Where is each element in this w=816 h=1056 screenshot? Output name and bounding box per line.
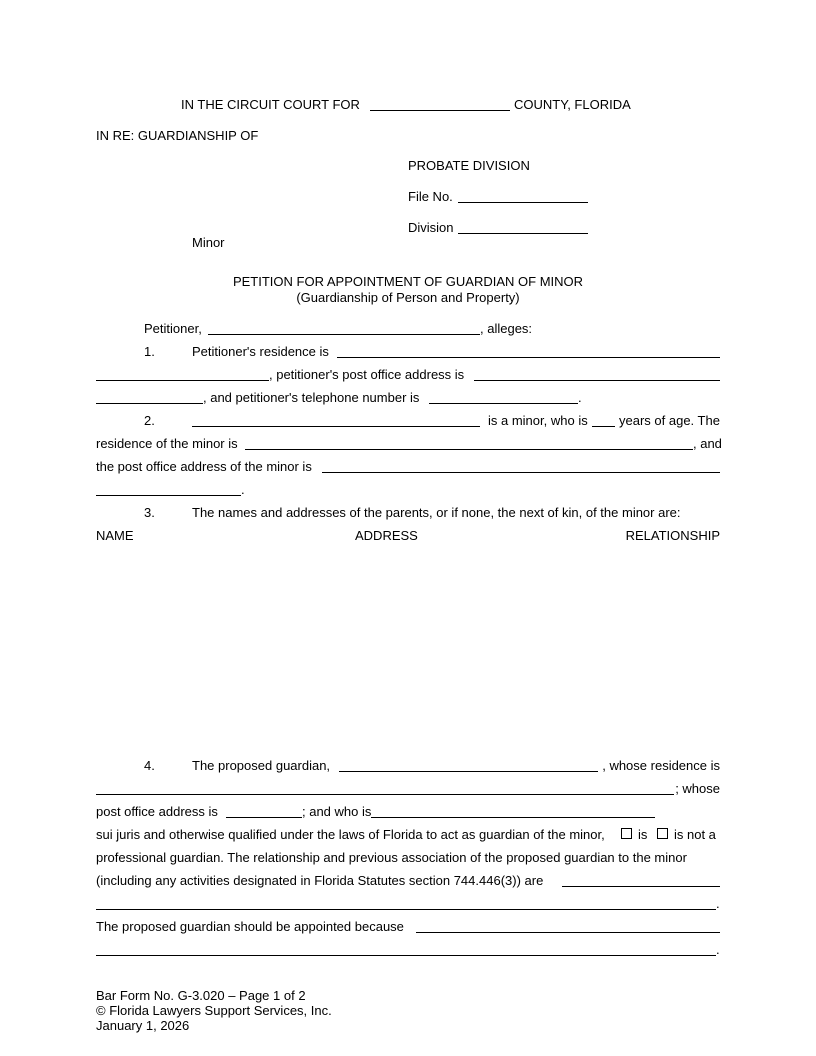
file-no-label: File No. <box>408 189 453 204</box>
guardian-residence-blank[interactable] <box>96 794 674 795</box>
p4-post-office-label: post office address is <box>96 804 218 819</box>
guardian-post-office-blank[interactable] <box>226 817 302 818</box>
minor-label: Minor <box>192 235 225 250</box>
guardian-name-blank[interactable] <box>339 771 598 772</box>
p4-sui-juris-text: sui juris and otherwise qualified under the laws of Florida to act as guardian of the minor, <box>96 827 605 842</box>
p4-whose-residence-label: , whose residence is <box>602 758 720 773</box>
is-professional-checkbox[interactable] <box>621 828 632 839</box>
is-not-professional-checkbox[interactable] <box>657 828 668 839</box>
p2-end: . <box>241 482 245 497</box>
petitioner-residence-blank[interactable] <box>337 357 720 358</box>
petitioner-phone-blank[interactable] <box>429 403 578 404</box>
minor-name-blank[interactable] <box>192 426 480 427</box>
appointment-reason-blank[interactable] <box>416 932 720 933</box>
col-header-relationship: RELATIONSHIP <box>625 528 720 543</box>
p2-years-text: years of age. The <box>619 413 720 428</box>
col-header-name: NAME <box>96 528 134 543</box>
minor-post-office-blank-2[interactable] <box>96 495 241 496</box>
guardian-status-blank[interactable] <box>371 817 655 818</box>
p4-proposed-label: The proposed guardian, <box>192 758 331 773</box>
footer-copyright: © Florida Lawyers Support Services, Inc. <box>96 1003 332 1018</box>
petitioner-name-blank[interactable] <box>208 334 480 335</box>
p4-professional-text: professional guardian. The relationship and previous association of the proposed guardian to the minor <box>96 850 687 865</box>
relationship-blank[interactable] <box>562 886 720 887</box>
p3-number: 3. <box>144 505 155 520</box>
page-subtitle: (Guardianship of Person and Property) <box>296 290 520 305</box>
court-suffix: COUNTY, FLORIDA <box>514 97 631 112</box>
p2-minor-text: is a minor, who is <box>488 413 588 428</box>
p1-residence-label: Petitioner's residence is <box>192 344 329 359</box>
division-label: Division <box>408 220 454 235</box>
p2-post-office-label: the post office address of the minor is <box>96 459 312 474</box>
col-header-address: ADDRESS <box>355 528 418 543</box>
petitioner-post-office-blank[interactable] <box>474 380 720 381</box>
p1-number: 1. <box>144 344 155 359</box>
p4-end-2: . <box>716 942 720 957</box>
relationship-blank-2[interactable] <box>96 909 716 910</box>
file-no-blank[interactable] <box>458 202 588 203</box>
minor-residence-blank[interactable] <box>245 449 693 450</box>
appointment-reason-blank-2[interactable] <box>96 955 716 956</box>
p1-phone-label: , and petitioner's telephone number is <box>203 390 420 405</box>
in-re-label: IN RE: GUARDIANSHIP OF <box>96 128 259 143</box>
p2-and: , and <box>693 436 722 451</box>
p4-including-text: (including any activities designated in Florida Statutes section 744.446(3)) are <box>96 873 544 888</box>
p4-and-who-is-label: ; and who is <box>302 804 372 819</box>
p1-post-office-label: , petitioner's post office address is <box>269 367 465 382</box>
p4-is-not-label: is not a <box>674 827 716 842</box>
petitioner-post-office-blank-2[interactable] <box>96 403 203 404</box>
p2-number: 2. <box>144 413 155 428</box>
footer-form-no: Bar Form No. G-3.020 – Page 1 of 2 <box>96 988 306 1003</box>
p3-text: The names and addresses of the parents, or if none, the next of kin, of the minor are: <box>192 505 681 520</box>
page-title: PETITION FOR APPOINTMENT OF GUARDIAN OF MINOR <box>232 274 584 289</box>
p4-should-be-appointed-label: The proposed guardian should be appointed because <box>96 919 404 934</box>
p4-number: 4. <box>144 758 155 773</box>
division-blank[interactable] <box>458 233 588 234</box>
court-prefix: IN THE CIRCUIT COURT FOR <box>181 97 360 112</box>
alleges-text: , alleges: <box>480 321 533 336</box>
petitioner-label: Petitioner, <box>144 321 202 336</box>
county-blank[interactable] <box>370 110 510 111</box>
footer-date: January 1, 2026 <box>96 1018 190 1033</box>
p4-end-1: . <box>716 896 720 911</box>
p2-residence-label: residence of the minor is <box>96 436 238 451</box>
p4-is-label: is <box>638 827 648 842</box>
p4-whose-label: ; whose <box>675 781 720 796</box>
minor-age-blank[interactable] <box>592 426 615 427</box>
petitioner-residence-blank-2[interactable] <box>96 380 269 381</box>
probate-division: PROBATE DIVISION <box>408 158 530 173</box>
minor-post-office-blank[interactable] <box>322 472 720 473</box>
p1-end: . <box>578 390 582 405</box>
